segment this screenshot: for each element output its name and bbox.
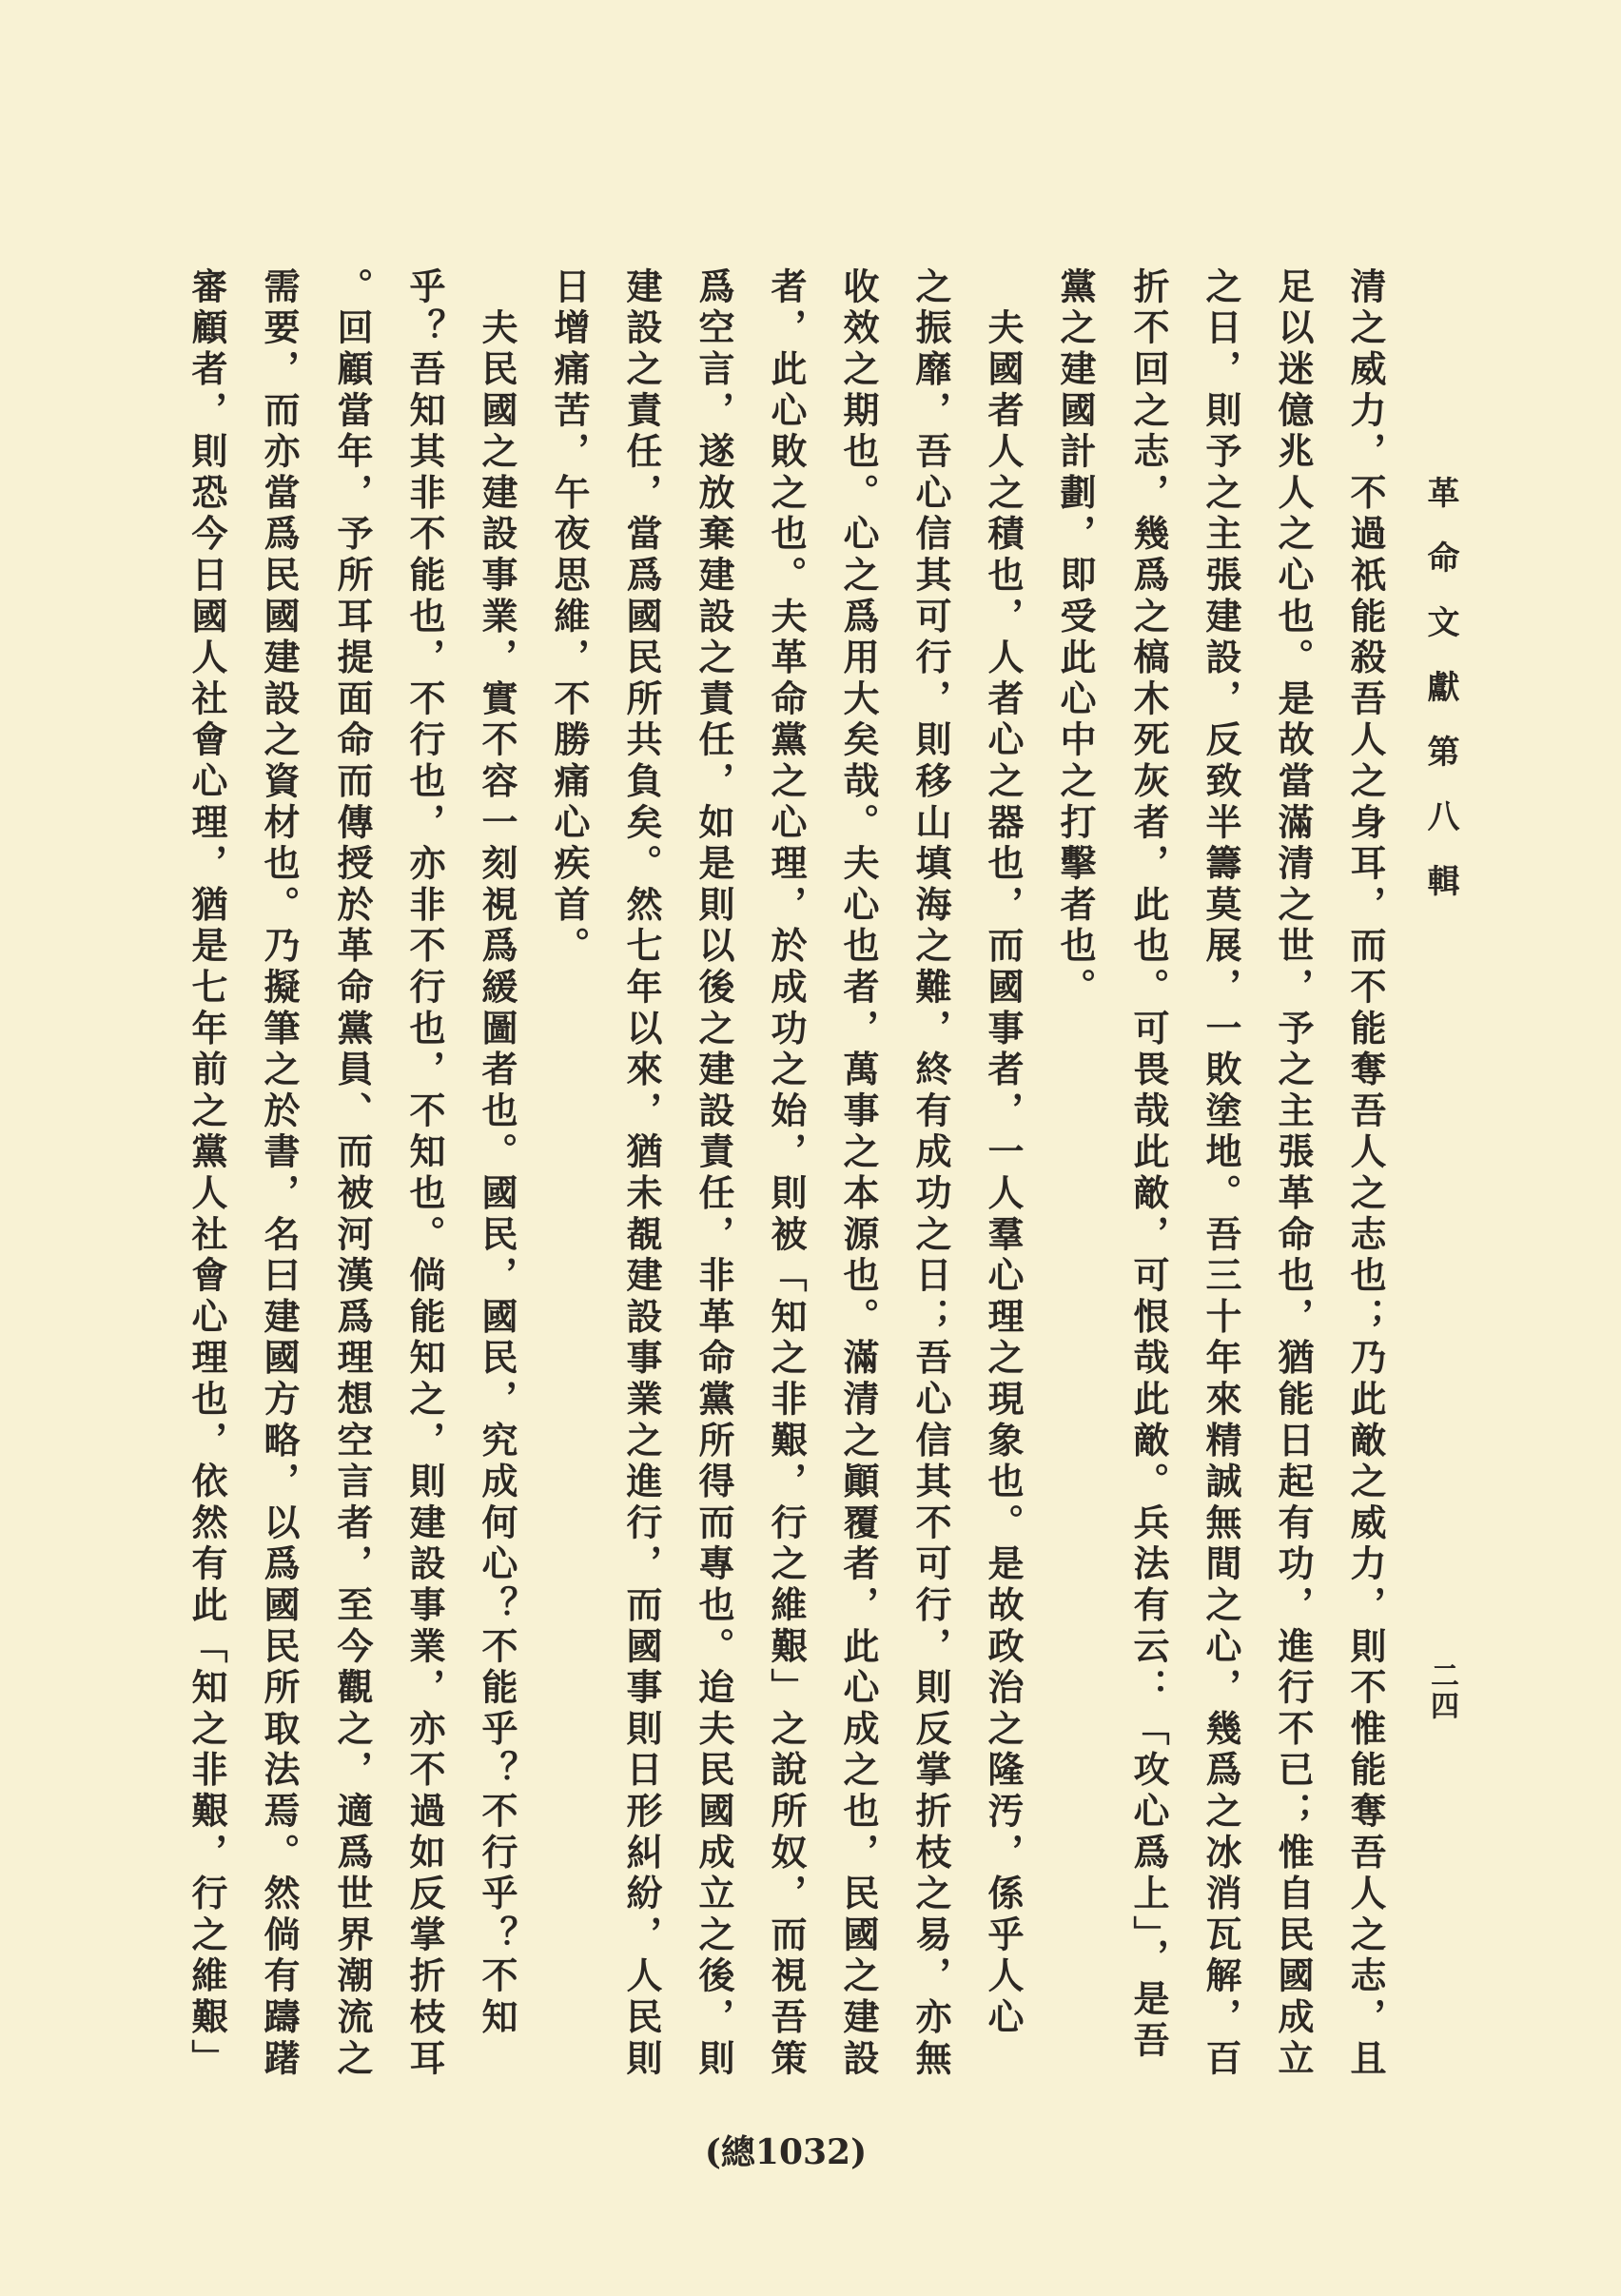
text-column: 需要，而亦當爲民國建設之資材也。乃擬筆之於書，名曰建國方略，以爲國民所取法焉。然倘有躊躇	[258, 267, 301, 2081]
text-column: 建設之責任，當爲國民所共負矣。然七年以來，猶未覩建設事業之進行，而國事則日形糾紛，人民則	[620, 267, 663, 2081]
text-column: 。回顧當年，予所耳提面命而傳授於革命黨員、而被河漢爲理想空言者，至今觀之，適爲世界潮流之	[331, 267, 374, 2081]
text-column: 黨之建國計劃，即受此心中之打擊者也。	[1054, 267, 1097, 1010]
text-column: 日增痛苦，午夜思維，不勝痛心疾首。	[548, 267, 591, 969]
text-column: 之日，則予之主張建設，反致半籌莫展，一敗塗地。吾三十年來精誠無間之心，幾爲之冰消瓦解，百	[1200, 267, 1242, 2081]
total-page-number: (總1032)	[704, 2132, 868, 2172]
text-column: 之振靡，吾心信其可行，則移山填海之難，終有成功之日；吾心信其不可行，則反掌折枝之易，亦無	[909, 267, 952, 2081]
text-column: 收效之期也。心之爲用大矣哉。夫心也者，萬事之本源也。滿清之顚覆者，此心成之也，民國之建設	[837, 267, 880, 2081]
text-column: 足以迷億兆人之心也。是故當滿清之世，予之主張革命也，猶能日起有功，進行不已；惟自民國成立	[1272, 267, 1315, 2081]
text-column: 夫國者人之積也，人者心之器也，而國事者，一人羣心理之現象也。是故政治之隆汚，係乎人心	[982, 267, 1025, 2039]
text-column: 審顧者，則恐今日國人社會心理，猶是七年前之黨人社會心理也，依然有此「知之非艱，行之維艱」	[186, 267, 228, 2081]
text-column: 乎？吾知其非不能也，不行也，亦非不行也，不知也。倘能知之，則建設事業，亦不過如反掌折枝耳	[403, 267, 446, 2081]
page-number: 二四	[1425, 1660, 1458, 1721]
book-title-header: 革命文獻第八輯	[1421, 476, 1459, 929]
text-column: 者，此心敗之也。夫革命黨之心理，於成功之始，則被「知之非艱，行之維艱」之說所奴，而視吾策	[765, 267, 808, 2081]
text-column: 清之威力，不過祇能殺吾人之身耳，而不能奪吾人之志也；乃此敵之威力，則不惟能奪吾人之志，且	[1344, 267, 1387, 2081]
text-column: 夫民國之建設事業，實不容一刻視爲緩圖者也。國民，國民，究成何心？不能乎？不行乎？不知	[476, 267, 518, 2039]
text-column: 折不回之志，幾爲之槁木死灰者，此也。可畏哉此敵，可恨哉此敵。兵法有云：「攻心爲上」，是吾	[1127, 267, 1170, 2063]
text-column: 爲空言，遂放棄建設之責任，如是則以後之建設責任，非革命黨所得而專也。迨夫民國成立之後，則	[693, 267, 735, 2081]
